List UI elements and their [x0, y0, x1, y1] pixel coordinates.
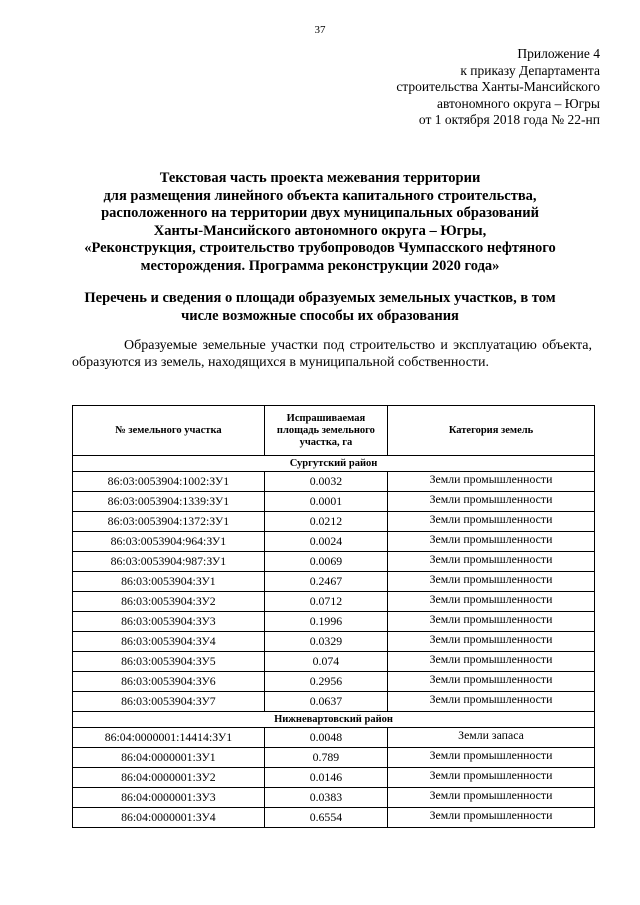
document-title: [60, 170, 580, 275]
table-row: [73, 612, 595, 632]
page-number: 37: [314, 24, 326, 36]
table-body: [73, 456, 595, 828]
section-name: Нижневартовский район: [73, 712, 595, 728]
category-cell: Земли промышленности: [388, 748, 595, 768]
category-cell: Земли промышленности: [388, 612, 595, 632]
table-row: [73, 652, 595, 672]
table-row: [73, 788, 595, 808]
subtitle-line: Перечень и сведения о площади образуемых земельных участков, в том: [84, 290, 556, 306]
category-cell: Земли промышленности: [388, 768, 595, 788]
header-area: Испрашиваемая площадь земельного участка, га: [264, 406, 387, 456]
plot-number-cell: 86:03:0053904:964:ЗУ1: [73, 532, 265, 552]
plot-number-cell: 86:03:0053904:ЗУ4: [73, 632, 265, 652]
plot-number-cell: 86:03:0053904:ЗУ2: [73, 592, 265, 612]
area-cell: 0.1996: [264, 612, 387, 632]
area-cell: 0.0329: [264, 632, 387, 652]
area-cell: 0.0048: [264, 728, 387, 748]
title-line: для размещения линейного объекта капитального строительства,: [103, 187, 537, 204]
category-cell: Земли промышленности: [388, 692, 595, 712]
table-row: [73, 512, 595, 532]
table-row: [73, 728, 595, 748]
plot-number-cell: 86:03:0053904:987:ЗУ1: [73, 552, 265, 572]
area-cell: 0.0032: [264, 472, 387, 492]
header-category: Категория земель: [388, 406, 595, 456]
plot-number-cell: 86:04:0000001:ЗУ3: [73, 788, 265, 808]
area-cell: 0.0712: [264, 592, 387, 612]
header-plot-number: № земельного участка: [73, 406, 265, 456]
plot-number-cell: 86:03:0053904:1002:ЗУ1: [73, 472, 265, 492]
table-section-row: [73, 456, 595, 472]
appendix-line: к приказу Департамента: [460, 62, 600, 78]
table-row: [73, 632, 595, 652]
area-cell: 0.0146: [264, 768, 387, 788]
plot-number-cell: 86:03:0053904:ЗУ1: [73, 572, 265, 592]
title-line: Ханты-Мансийского автономного округа – Югры,: [153, 222, 487, 239]
table-header-row: [73, 406, 595, 456]
area-cell: 0.0069: [264, 552, 387, 572]
area-cell: 0.6554: [264, 808, 387, 828]
section-heading: [60, 290, 580, 325]
table-row: [73, 472, 595, 492]
plot-number-cell: 86:04:0000001:ЗУ4: [73, 808, 265, 828]
area-cell: 0.0212: [264, 512, 387, 532]
plot-number-cell: 86:03:0053904:ЗУ5: [73, 652, 265, 672]
title-line: Текстовая часть проекта межевания территории: [159, 170, 481, 186]
section-name: Сургутский район: [73, 456, 595, 472]
appendix-line: Приложение 4: [517, 46, 600, 61]
plot-number-cell: 86:04:0000001:ЗУ1: [73, 748, 265, 768]
area-cell: 0.0024: [264, 532, 387, 552]
category-cell: Земли промышленности: [388, 788, 595, 808]
plot-number-cell: 86:04:0000001:ЗУ2: [73, 768, 265, 788]
plot-number-cell: 86:04:0000001:14414:ЗУ1: [73, 728, 265, 748]
category-cell: Земли промышленности: [388, 552, 595, 572]
table-row: [73, 808, 595, 828]
category-cell: Земли промышленности: [388, 652, 595, 672]
plot-number-cell: 86:03:0053904:1372:ЗУ1: [73, 512, 265, 532]
appendix-block: [396, 46, 600, 129]
title-line: «Реконструкция, строительство трубопроводов Чумпасского нефтяного: [84, 240, 556, 256]
table-row: [73, 748, 595, 768]
title-line: месторождения. Программа реконструкции 2020 года»: [140, 257, 500, 274]
area-cell: 0.074: [264, 652, 387, 672]
appendix-line: автономного округа – Югры: [437, 95, 600, 111]
table-row: [73, 492, 595, 512]
subtitle-line: числе возможные способы их образования: [181, 307, 459, 324]
plot-number-cell: 86:03:0053904:1339:ЗУ1: [73, 492, 265, 512]
category-cell: Земли промышленности: [388, 472, 595, 492]
intro-paragraph: Образуемые земельные участки под строительство и эксплуатацию объекта, образуются из земель, находящихся в муниципальной собственности.: [72, 338, 592, 370]
category-cell: Земли промышленности: [388, 572, 595, 592]
table-row: [73, 572, 595, 592]
category-cell: Земли промышленности: [388, 632, 595, 652]
table-row: [73, 532, 595, 552]
plot-number-cell: 86:03:0053904:ЗУ6: [73, 672, 265, 692]
appendix-line: от 1 октября 2018 года № 22-нп: [418, 112, 600, 127]
appendix-line: строительства Ханты-Мансийского: [396, 79, 600, 94]
title-line: расположенного на территории двух муниципальных образований: [101, 205, 539, 221]
plot-number-cell: 86:03:0053904:ЗУ3: [73, 612, 265, 632]
category-cell: Земли промышленности: [388, 512, 595, 532]
category-cell: Земли промышленности: [388, 532, 595, 552]
area-cell: 0.0001: [264, 492, 387, 512]
land-plots-table: [72, 405, 595, 828]
area-cell: 0.789: [264, 748, 387, 768]
table-row: [73, 552, 595, 572]
plot-number-cell: 86:03:0053904:ЗУ7: [73, 692, 265, 712]
table-row: [73, 672, 595, 692]
table-row: [73, 592, 595, 612]
category-cell: Земли промышленности: [388, 592, 595, 612]
area-cell: 0.2467: [264, 572, 387, 592]
area-cell: 0.0637: [264, 692, 387, 712]
area-cell: 0.2956: [264, 672, 387, 692]
category-cell: Земли запаса: [388, 728, 595, 748]
category-cell: Земли промышленности: [388, 808, 595, 828]
table-section-row: [73, 712, 595, 728]
category-cell: Земли промышленности: [388, 492, 595, 512]
table-row: [73, 692, 595, 712]
table-row: [73, 768, 595, 788]
area-cell: 0.0383: [264, 788, 387, 808]
category-cell: Земли промышленности: [388, 672, 595, 692]
